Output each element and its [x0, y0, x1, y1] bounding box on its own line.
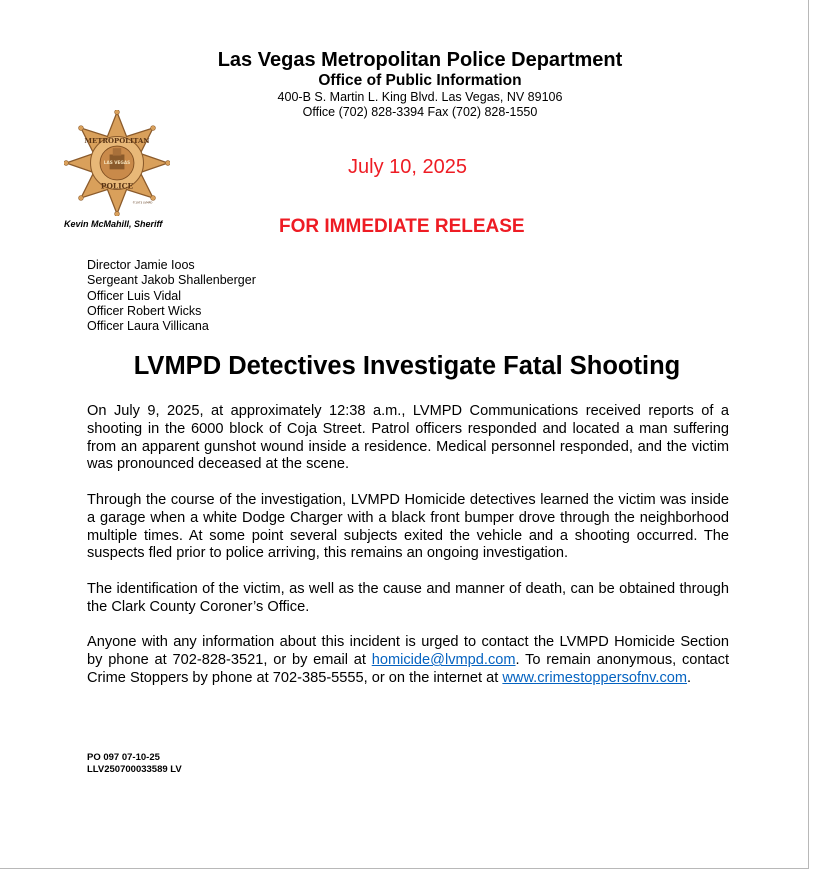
office-address: 400-B S. Martin L. King Blvd. Las Vegas, NV 89106	[277, 90, 563, 104]
badge-bottom-text: POLICE	[100, 181, 134, 191]
sheriff-name: Kevin McMahill, Sheriff	[64, 219, 163, 229]
homicide-email-link[interactable]: homicide@lvmpd.com	[371, 652, 516, 669]
badge-top-text: METROPOLITAN	[84, 136, 150, 145]
contact-item: Sergeant Jakob Shallenberger	[87, 273, 256, 288]
paragraph-contact	[87, 634, 729, 687]
contact-text-3: .	[687, 669, 692, 686]
contact-text-1: Anyone with any information about this incident is urged to contact the LVMPD Homicide Section by phone at 702-828-3521, or by email at	[87, 634, 729, 669]
office-phone-fax: Office (702) 828-3394 Fax (702) 828-1550	[302, 105, 538, 119]
paragraph-investigation: Through the course of the investigation, LVMPD Homicide detectives learned the victim was inside a garage when a white Dodge Charger with a black front bumper drove through the neighborhood multiple times. At some point several subjects exited the vehicle and a shooting occurred. The suspects fled prior to police arriving, this remains an ongoing investigation.	[87, 491, 729, 562]
footer-codes	[87, 752, 182, 776]
footer-po-number: PO 097 07-10-25	[87, 752, 160, 763]
contact-text-2: . To remain anonymous, contact Crime Stoppers by phone at 702-385-5555, or on the internet at	[87, 652, 729, 686]
contact-item: Officer Laura Villicana	[87, 319, 209, 334]
contact-item: Officer Robert Wicks	[87, 303, 202, 318]
footer-event-number: LLV250700033589 LV	[87, 764, 182, 775]
department-name: Las Vegas Metropolitan Police Department	[217, 49, 623, 71]
paragraph-identification: The identification of the victim, as well as the cause and manner of death, can be obtained through the Clark County Coroner’s Office.	[87, 580, 729, 615]
contact-list	[87, 258, 256, 334]
office-name: Office of Public Information	[318, 72, 522, 89]
police-badge-icon	[64, 110, 170, 216]
release-date: July 10, 2025	[348, 156, 467, 178]
contact-item: Officer Luis Vidal	[87, 288, 182, 303]
crimestoppers-link[interactable]: www.crimestoppersofnv.com	[502, 669, 688, 686]
contact-item: Director Jamie Ioos	[87, 258, 195, 272]
badge-small-text: ©1973 LVMPD	[132, 200, 153, 205]
badge-center-text: LAS VEGAS	[103, 160, 131, 166]
paragraph-incident: On July 9, 2025, at approximately 12:38 a.m., LVMPD Communications received reports of a shooting in the 6000 block of Coja Street. Patrol officers responded and located a man suffering from an apparent gunshot wound inside a residence. Medical personnel responded, and the victim was pronounced deceased at the scene.	[87, 403, 729, 473]
release-label: FOR IMMEDIATE RELEASE	[279, 216, 525, 237]
press-release-body	[87, 403, 729, 706]
headline: LVMPD Detectives Investigate Fatal Shooting	[133, 352, 681, 380]
